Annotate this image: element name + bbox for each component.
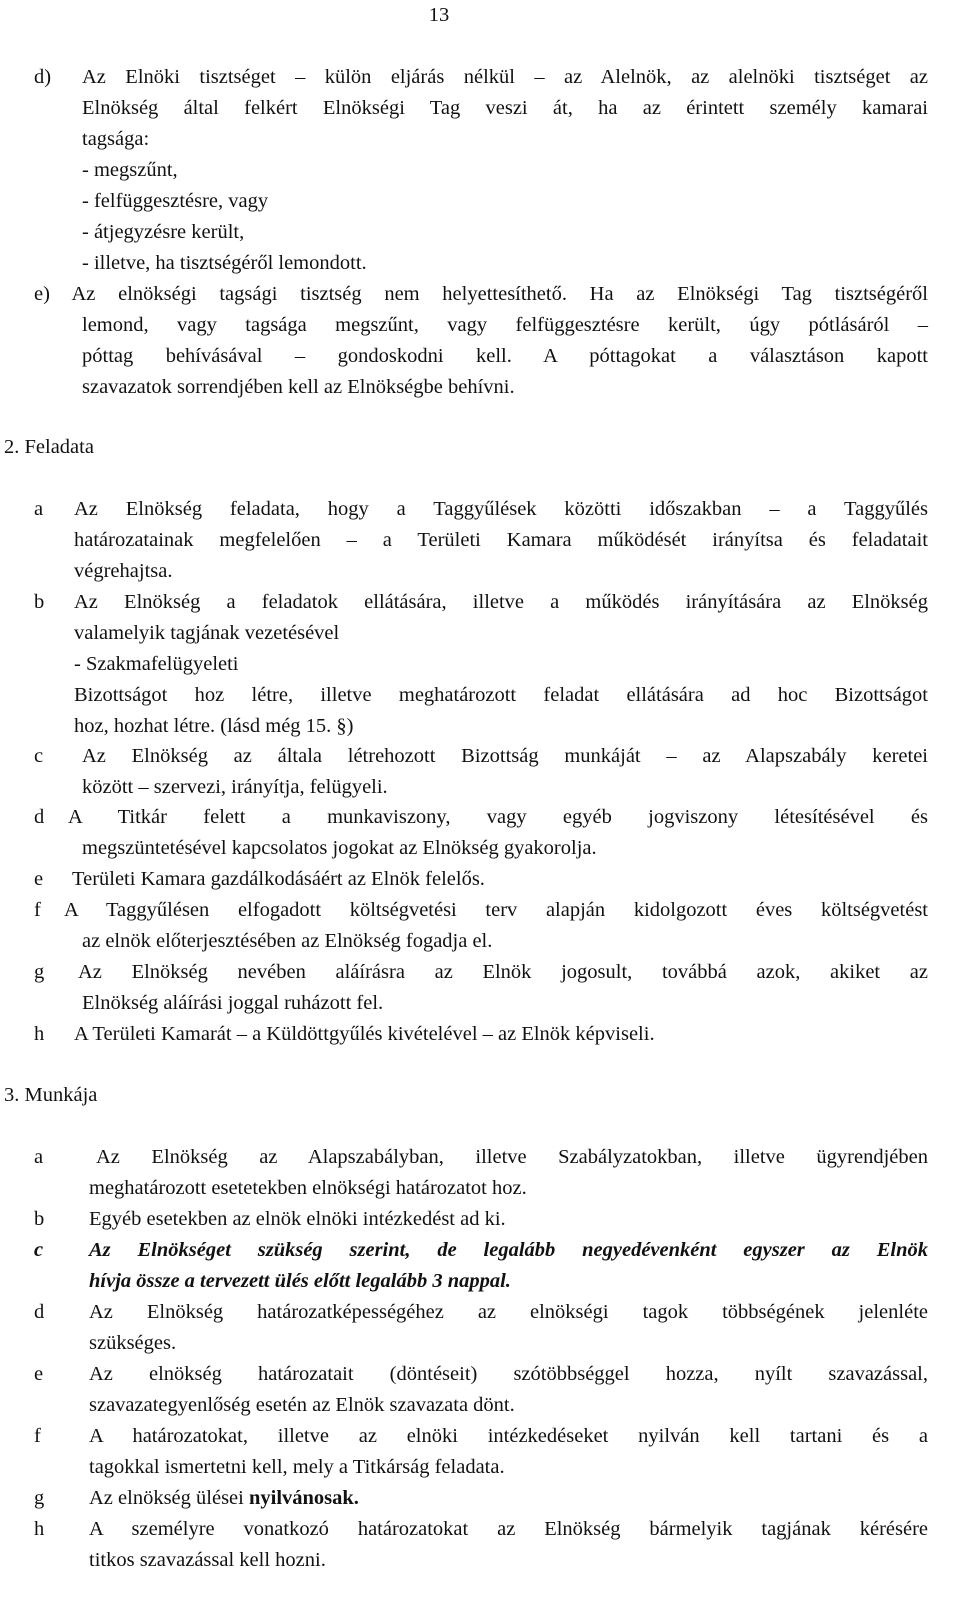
page-number: 13 [428, 4, 450, 26]
item-line: Egyéb esetekben az elnök elnöki intézkedést ad ki. [89, 1208, 506, 1230]
item-line: A határozatokat, illetve az elnöki intézkedéseket nyilván kell tartani és a [89, 1425, 928, 1447]
section-heading-feladata: 2. Feladata [4, 436, 94, 458]
section-d-label: d) [34, 66, 52, 88]
item-line: meghatározott esetetekben elnökségi határozatot hoz. [89, 1177, 527, 1199]
item-line: szükséges. [89, 1332, 177, 1354]
item-text: Az elnökség ülései [89, 1487, 249, 1509]
item-label: a [34, 498, 44, 520]
item-line: tagokkal ismertetni kell, mely a Titkárság feladata. [89, 1456, 505, 1478]
item-line: Az Elnökség a feladatok ellátására, illetve a működés irányítására az Elnökség [74, 591, 928, 613]
item-line: hívja össze a tervezett ülés előtt legalább 3 nappal. [89, 1270, 511, 1292]
item-line: megszüntetésével kapcsolatos jogokat az Elnökség gyakorolja. [82, 837, 597, 859]
item-line: Területi Kamara gazdálkodásáért az Elnök felelős. [72, 868, 485, 890]
item-label: d [34, 806, 45, 828]
section-d-line: - megszűnt, [82, 159, 178, 181]
item-line: végrehajtsa. [74, 560, 173, 582]
item-bold-text: nyilvánosak. [248, 1487, 359, 1509]
item-label: g [34, 961, 45, 983]
section-d-line: - átjegyzésre került, [82, 221, 245, 243]
item-line: között – szervezi, irányítja, felügyeli. [82, 776, 388, 798]
section-heading-munkaja: 3. Munkája [4, 1084, 98, 1106]
item-label: h [34, 1518, 45, 1540]
item-line: hoz, hozhat létre. (lásd még 15. §) [74, 715, 354, 737]
item-line: Az Elnökség az általa létrehozott Bizottság munkáját – az Alapszabály keretei [82, 745, 928, 767]
item-line: A Területi Kamarát – a Küldöttgyűlés kivételével – az Elnök képviseli. [74, 1023, 655, 1045]
section-e [34, 279, 928, 403]
item-label: b [34, 1208, 45, 1230]
section-e-first-line: e) Az elnökségi tagsági tisztség nem helyettesíthető. Ha az Elnökségi Tag tisztségéről [34, 283, 928, 305]
item-line: Az Elnökség az Alapszabályban, illetve Szabályzatokban, illetve ügyrendjében [96, 1146, 928, 1168]
item-label: a [34, 1146, 44, 1168]
section-e-line: lemond, vagy tagsága megszűnt, vagy felfüggesztésre került, úgy pótlásáról – [82, 314, 928, 336]
item-line: A személyre vonatkozó határozatokat az Elnökség bármelyik tagjának kérésére [89, 1518, 928, 1540]
item-label: c [34, 745, 44, 767]
item-label: f [34, 1425, 41, 1447]
item-label: f [34, 899, 41, 921]
item-line: Bizottságot hoz létre, illetve meghatározott feladat ellátására ad hoc Bizottságot [74, 684, 928, 706]
item-label: h [34, 1023, 45, 1045]
item-label: e [34, 1363, 44, 1385]
item-line: Elnökség aláírási joggal ruházott fel. [82, 992, 384, 1014]
item-line: A Titkár felett a munkaviszony, vagy egyéb jogviszony létesítésével és [68, 806, 928, 828]
section-d-line: tagsága: [82, 128, 150, 150]
item-line: - Szakmafelügyeleti [74, 653, 239, 675]
item-label: e [34, 868, 44, 890]
item-line: valamelyik tagjának vezetésével [74, 622, 340, 644]
item-line: Az Elnökség feladata, hogy a Taggyűlések közötti időszakban – a Taggyűlés [74, 498, 928, 520]
section-d-line: Az Elnöki tisztséget – külön eljárás nélkül – az Alelnök, az alelnöki tisztséget az [82, 66, 928, 88]
item-line: határozatainak megfelelően – a Területi Kamara működését irányítsa és feladatait [74, 529, 928, 551]
section-d-line: - illetve, ha tisztségéről lemondott. [82, 252, 367, 274]
item-label: d [34, 1301, 45, 1323]
item-line: Az Elnökséget szükség szerint, de legalább negyedévenként egyszer az Elnök [89, 1239, 928, 1261]
item-line: szavazategyenlőség esetén az Elnök szavazata dönt. [89, 1394, 515, 1416]
item-label: g [34, 1487, 45, 1509]
item-line [89, 1483, 928, 1514]
section-d-line: Elnökség által felkért Elnökségi Tag veszi át, ha az érintett személy kamarai [82, 97, 928, 119]
section-d-line: - felfüggesztésre, vagy [82, 190, 269, 212]
item-label: b [34, 591, 45, 613]
item-line: Az Elnökség nevében aláírásra az Elnök jogosult, továbbá azok, akiket az [78, 961, 928, 983]
item-line: az elnök előterjesztésében az Elnökség fogadja el. [82, 930, 493, 952]
item-line: Az elnökség határozatait (döntéseit) szótöbbséggel hozza, nyílt szavazással, [89, 1363, 928, 1385]
item-line: titkos szavazással kell hozni. [89, 1549, 326, 1571]
item-line: Az Elnökség határozatképességéhez az elnökségi tagok többségének jelenléte [89, 1301, 928, 1323]
section-e-line: póttag behívásával – gondoskodni kell. A póttagokat a választáson kapott [82, 345, 928, 367]
item-line: A Taggyűlésen elfogadott költségvetési terv alapján kidolgozott éves költségvetést [64, 899, 928, 921]
item-label: c [34, 1239, 44, 1261]
section-e-line: szavazatok sorrendjében kell az Elnökségbe behívni. [82, 376, 515, 398]
